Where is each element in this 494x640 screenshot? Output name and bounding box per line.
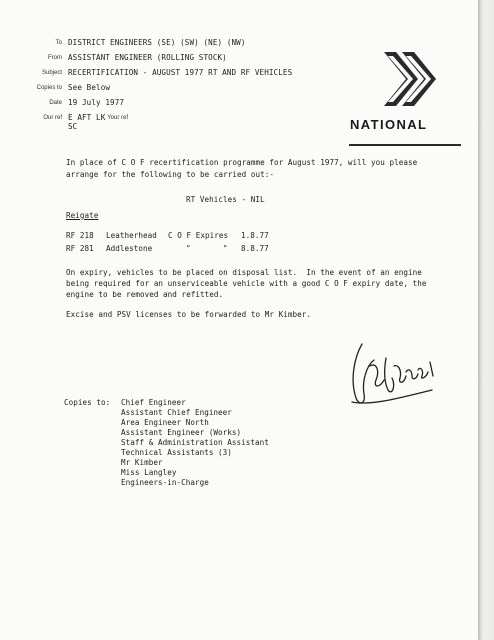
date-label: Date bbox=[49, 100, 62, 106]
header-rule bbox=[349, 144, 461, 146]
para-line-1: On expiry, vehicles to be placed on disposal list. In the event of an engine bbox=[66, 268, 422, 277]
copies-to-label: Copies to bbox=[36, 85, 62, 91]
copies-to-value: See Below bbox=[68, 83, 111, 92]
double-arrow-icon bbox=[380, 46, 442, 112]
our-ref-label: Our ref bbox=[43, 115, 62, 121]
from-label: From bbox=[48, 55, 62, 61]
brand-name: NATIONAL bbox=[350, 117, 428, 132]
recipient-3: Area Engineer North bbox=[121, 418, 209, 427]
para-line-2: being required for an unserviceable vehicle with a good C O F expiry date, the bbox=[66, 279, 427, 288]
to-label: To bbox=[55, 40, 62, 46]
our-ref-value: E AFT LK bbox=[68, 113, 106, 122]
recipient-9: Engineers-in-Charge bbox=[121, 478, 209, 487]
vehicle-fleet-2: RF 281 bbox=[66, 244, 94, 253]
recipient-1: Chief Engineer bbox=[121, 398, 186, 407]
district-heading: Reigate bbox=[66, 211, 99, 220]
vehicle-date-2: 8.8.77 bbox=[241, 244, 269, 253]
to-value: DISTRICT ENGINEERS (SE) (SW) (NE) (NW) bbox=[68, 38, 246, 47]
vehicle-text-2: " " bbox=[186, 244, 228, 253]
vehicle-garage-1: Leatherhead bbox=[106, 231, 157, 240]
your-ref-label: Your ref bbox=[107, 115, 128, 121]
copies-label: Copies to: bbox=[64, 398, 111, 407]
para-line-3: engine to be removed and refitted. bbox=[66, 290, 224, 299]
recipient-2: Assistant Chief Engineer bbox=[121, 408, 232, 417]
recipient-8: Miss Langley bbox=[121, 468, 177, 477]
subject-label: Subject bbox=[41, 70, 62, 76]
intro-line-1: In place of C O F recertification programme for August 1977, will you please bbox=[66, 158, 418, 167]
page-edge bbox=[478, 0, 494, 640]
from-value: ASSISTANT ENGINEER (ROLLING STOCK) bbox=[68, 53, 227, 62]
our-ref-value-2: SC bbox=[68, 122, 78, 131]
recipient-6: Technical Assistants (3) bbox=[121, 448, 232, 457]
vehicle-date-1: 1.8.77 bbox=[241, 231, 269, 240]
vehicle-fleet-1: RF 218 bbox=[66, 231, 94, 240]
excise-note: Excise and PSV licenses to be forwarded to Mr Kimber. bbox=[66, 310, 311, 319]
date-value: 19 July 1977 bbox=[68, 98, 125, 107]
signature bbox=[340, 336, 440, 416]
rt-heading: RT Vehicles - NIL bbox=[186, 195, 265, 204]
recipient-7: Mr Kimber bbox=[121, 458, 163, 467]
recipient-4: Assistant Engineer (Works) bbox=[121, 428, 242, 437]
recipient-5: Staff & Administration Assistant bbox=[121, 438, 269, 447]
vehicle-garage-2: Addlestone bbox=[106, 244, 153, 253]
intro-line-2: arrange for the following to be carried out:- bbox=[66, 170, 274, 179]
vehicle-text-1: C O F Expires bbox=[168, 231, 229, 240]
subject-value: RECERTIFICATION - AUGUST 1977 RT AND RF VEHICLES bbox=[68, 68, 293, 77]
